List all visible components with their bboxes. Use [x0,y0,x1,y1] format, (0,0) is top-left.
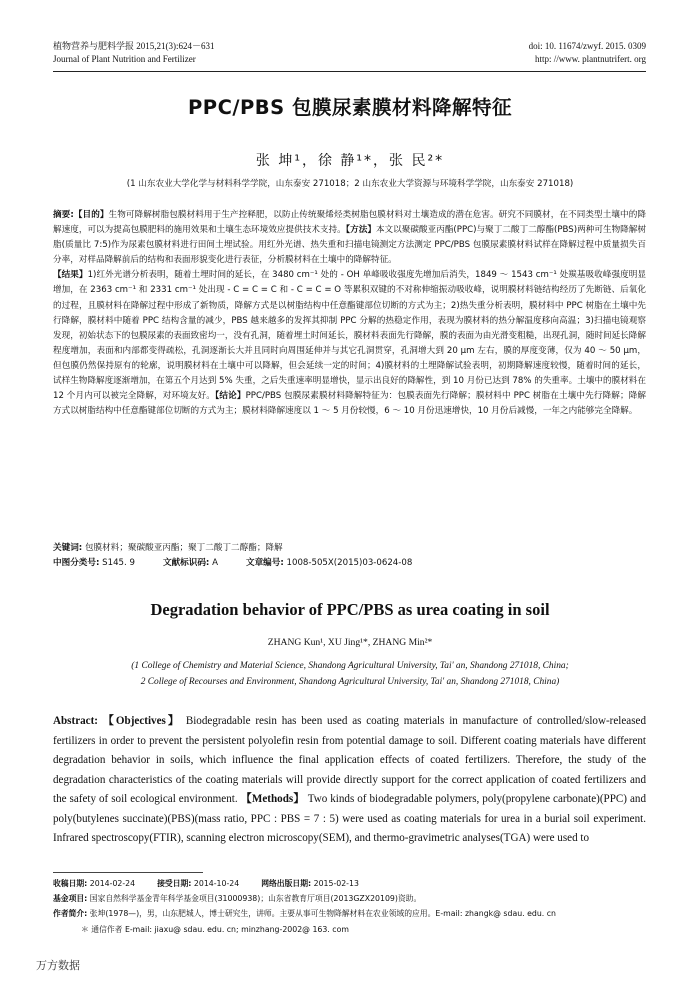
received-date: 2014-02-24 [89,879,136,888]
clc-value: S145. 9 [102,558,135,568]
header-divider [53,71,646,72]
methods-cn-label: 【方法】 [345,225,376,236]
corresponding-text: 通信作者 E-mail: jiaxu@ sdau. edu. cn; minzhang-2002@ 163. com [91,924,349,934]
keywords-cn-value: 包膜材料；聚碳酸亚丙酯；聚丁二酸丁二醇酯；降解 [84,543,283,553]
footnotes [53,876,646,937]
keywords-cn [53,541,646,556]
fund-line [53,891,646,906]
dates-line [53,876,646,891]
abstract-cn [53,208,646,419]
title-cn: PPC/PBS 包膜尿素膜材料降解特征 [187,96,512,119]
affiliation-cn: (1 山东农业大学化学与材料科学学院，山东泰安 271018；2 山东农业大学资源与环境科学学院，山东泰安 271018) [126,179,574,189]
objectives-en: Biodegradable resin has been used as coating materials in manufacture of controlled/slow-released fertilizers in order to prevent the persistent polyolefin resin from potential damage to soil. Different coating materials have different degradation behavior in soils, which influence the final application effects of coated fertilizers. Therefore, the study of the degradation characteristics of the coating materials will provide directly support for the correct application of coated fertilizers and the safety of soil ecological environment. [53,715,646,805]
methods-en-label: 【Methods】 [240,793,305,805]
authors-cn: 张 坤¹，徐 静¹*，张 民²* [255,153,445,169]
header-left [53,40,215,66]
author-bio-text: 张坤(1978—)，男，山东肥城人，博士研究生，讲师。主要从事可生物降解材料在农业领域的应用。E-mail: zhangk@ sdau. edu. cn [89,909,556,919]
abstract-en-label: Abstract: [53,715,98,727]
results-cn-label: 【结果】 [53,270,88,281]
affiliation-en-line2: 2 College of Recourses and Environment, Shandong Agricultural University, Tai' an, Shandong 271018, China) [140,677,560,687]
methods-cn: 本文以聚碳酸亚丙酯(PPC)与聚丁二酸丁二醇酯(PBS)两种可生物降解树脂(质量比 7:5)作为尿素包膜材料进行田间土埋试验。用红外光谱、热失重和扫描电镜测定方法测定 PPC/PBS 包膜尿素膜材料试样在降解过程中质量损失百分率，对样品降解前后的结构和表面形貌变化进行表征，分析膜材料在土壤中的降解特征。 [53,225,646,266]
author-bio-line [53,906,646,921]
objectives-cn: 生物可降解树脂包膜材料用于生产控释肥，以防止传统聚烯烃类树脂包膜材料对土壤造成的潜在危害。研究不同膜材，在不同类型土壤中的降解速度，可以为提高包膜肥料的施用效果和土壤生态环境效应提供技术支持。 [53,210,646,236]
results-cn: 1)红外光谱分析表明，随着土埋时间的延长，在 3480 cm⁻¹ 处的 - OH 单峰吸收强度先增加后消失，1849 ～ 1543 cm⁻¹ 处羰基吸收峰强度明显增加，在 2363 cm⁻¹ 和 2331 cm⁻¹ 处出现 - C = C = C 和 - C = C = O 等累积双键的不对称伸缩振动吸收峰，说明膜材料链结构经历了先断链、后氧化的过程，且膜材料在降解过程中形成了新物质，降解方式是以树脂结构中任意酯键部位切断的方式为主；2)热失重分析表明，膜材料中 PPC 树脂在土壤中先行降解，膜材料中随着 PPC 结构含量的减少，PBS 越来越多的发挥其抑制 PPC 分解的热稳定作用，表现为膜材料的热分解温度移向高温；3)扫描电镜观察发现，初始状态下的包膜尿素的表面致密均一，没有孔洞，随着埋土时间延长，膜材料表面先行降解，膜的表面为由光滑变粗糙，出现孔洞，随时间延长降解程度增加，表面和内部都变得疏松，孔洞逐渐长大并且同时向周围延伸并与其它孔洞贯穿，孔洞增大到 20 μm 左右，膜的厚度变薄，仅为 40 ～ 50 μm，但包膜仍然保持原有的轮廓，说明膜材料在土壤中可以降解，但会延续一定的时间；4)膜材料的土埋降解试验表明，初期降解速度较慢，随着时间的延长，试样生物降解度逐渐增加，在第五个月达到 5% 失重，之后失重速率明显增快，显示出良好的降解性，到 10 月份已达到 78% 的失重率。土壤中的膜材料在 12 个月内可以被完全降解，对环境友好。 [53,270,646,402]
authors-en: ZHANG Kun¹, XU Jing¹*, ZHANG Min²* [267,637,433,648]
article-no-value: 1008-505X(2015)03-0624-08 [286,558,413,568]
abstract-en [53,712,646,849]
conclusions-cn: PPC/PBS 包膜尿素膜材料降解特征为：包膜表面先行降解；膜材料中 PPC 树脂在土壤中先行降解；降解方式以树脂结构中任意酯键部位切断的方式为主；膜材料降解速度以 1 ～ 5 月份较慢，6 ～ 10 月份迅速增快，10 月份后减慢，一年之内能够完全降解。 [53,391,647,417]
journal-en: Journal of Plant Nutrition and Fertilizer [53,54,196,64]
doccode-label: 文献标识码: [162,558,210,568]
classification-cn [53,556,646,571]
running-header [53,40,646,74]
online-label: 网络出版日期: [261,879,312,888]
header-right [529,40,646,66]
footnote-divider [53,872,203,873]
title-en: Degradation behavior of PPC/PBS as urea coating in soil [150,600,550,619]
author-bio-label: 作者简介: [53,909,88,919]
corresponding-line [53,922,646,937]
meta-cn [53,541,646,571]
fund-label: 基金项目: [53,894,88,904]
article-no-label: 文章编号: [245,558,284,568]
online-date: 2015-02-13 [313,879,359,888]
objectives-cn-label: 【目的】 [73,210,109,220]
keywords-cn-label: 关键词: [53,543,83,553]
methods-en: Two kinds of biodegradable polymers, poly(propylene carbonate)(PPC) and poly(butylenes succinate)(PBS)(mass ratio, PPC : PBS = 7 : 5) were used as coating materials for urea in a burial soil experiment. Infrared spectroscopy(FTIR), scanning electron microscopy(SEM), and thermo-gravimetric analyses(TGA) were used to [53,793,646,844]
clc-label: 中图分类号: [53,558,100,568]
journal-cn: 植物营养与肥料学报 2015,21(3):624－631 [53,41,215,51]
affiliation-en [40,658,660,690]
watermark: 万方数据 [36,959,80,972]
corresponding-mark: ＊ [81,924,89,934]
accepted-date: 2014-10-24 [193,879,240,888]
abstract-cn-label: 摘要: [53,210,74,220]
received-label: 收稿日期: [53,879,88,888]
accepted-label: 接受日期: [157,879,192,888]
conclusions-cn-label: 【结论】 [215,391,246,402]
journal-url[interactable]: http: //www. plantnutrifert. org [535,54,646,64]
objectives-en-label: 【Objectives】 [102,715,182,727]
doi: doi: 10. 11674/zwyf. 2015. 0309 [528,41,646,51]
doccode-value: A [212,558,218,568]
fund-text: 国家自然科学基金青年科学基金项目(31000938)；山东省教育厅项目(2013GZX20109)资助。 [89,894,422,904]
affiliation-en-line1: (1 College of Chemistry and Material Science, Shandong Agricultural University, Tai' an, Shandong 271018, China; [131,661,569,671]
